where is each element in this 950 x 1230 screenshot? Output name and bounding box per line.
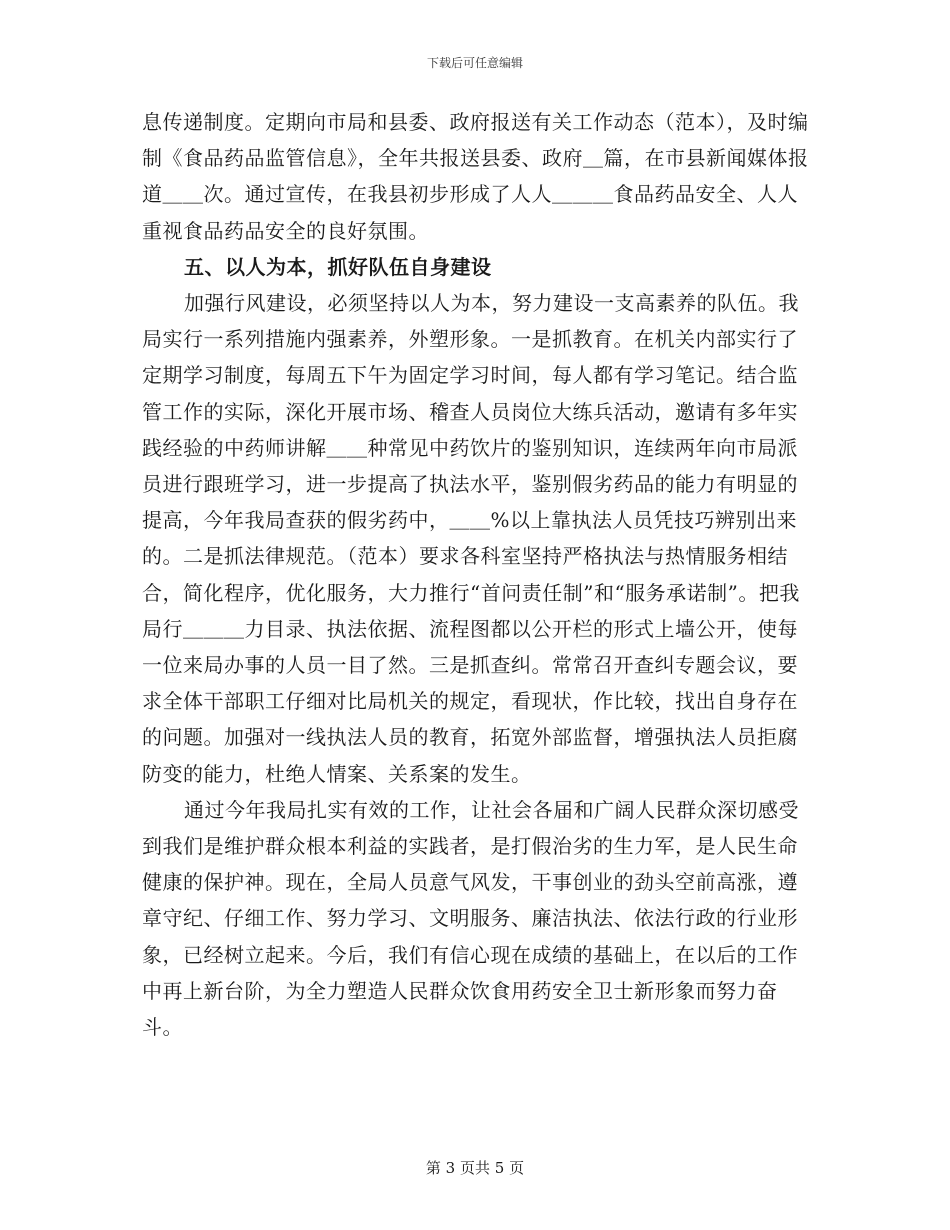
page-header: 下载后可任意编辑 xyxy=(426,56,523,70)
body-paragraph: 通过今年我局扎实有效的工作，让社会各届和广阔人民群众深切感受到我们是维护群众根本利益的实践者，是打假治劣的生力军，是人民生命健康的保护神。现在，全局人员意气风发，干事创业的劲头空前高涨，遵章守纪、仔细工作、努力学习、文明服务、廉洁执法、依法行政的行业形象，已经树立起来。今后，我们有信心现在成绩的基础上，在以后的工作中再上新台阶，为全力塑造人民群众饮食用药安全卫士新形象而努力奋斗。 xyxy=(142,797,799,1040)
document-body xyxy=(142,104,812,1045)
page-number-footer: 第 3 页共 5 页 xyxy=(425,1159,525,1177)
body-paragraph: 加强行风建设，必须坚持以人为本，努力建设一支高素养的队伍。我局实行一系列措施内强素养，外塑形象。一是抓教育。在机关内部实行了定期学习制度，每周五下午为固定学习时间，每人都有学习笔记。结合监管工作的实际，深化开展市场、稽查人员岗位大练兵活动，邀请有多年实践经验的中药师讲解＿＿种常见中药饮片的鉴别知识，连续两年向市局派员进行跟班学习，进一步提高了执法水平，鉴别假劣药品的能力有明显的提高，今年我局查获的假劣药中，＿＿%以上靠执法人员凭技巧辨别出来的。二是抓法律规范。（范本）要求各科室坚持严格执法与热情服务相结合，简化程序，优化服务，大力推行“首问责任制”和“服务承诺制”。把我局行＿＿＿力目录、执法依据、流程图都以公开栏的形式上墙公开，使每一位来局办事的人员一目了然。三是抓查纠。常常召开查纠专题会议，要求全体干部职工仔细对比局机关的规定，看现状，作比较，找出自身存在的问题。加强对一线执法人员的教育，拓宽外部监督，增强执法人员拒腐防变的能力，杜绝人情案、关系案的发生。 xyxy=(142,291,800,786)
continuation-paragraph: 息传递制度。定期向市局和县委、政府报送有关工作动态（范本），及时编制《食品药品监管信息》，全年共报送县委、政府＿篇，在市县新闻媒体报道＿＿次。通过宣传，在我县初步形成了人人＿＿＿食品药品安全、人人重视食品药品安全的良好氛围。 xyxy=(142,110,809,243)
section-heading: 五、以人为本，抓好队伍自身建设 xyxy=(184,254,492,279)
